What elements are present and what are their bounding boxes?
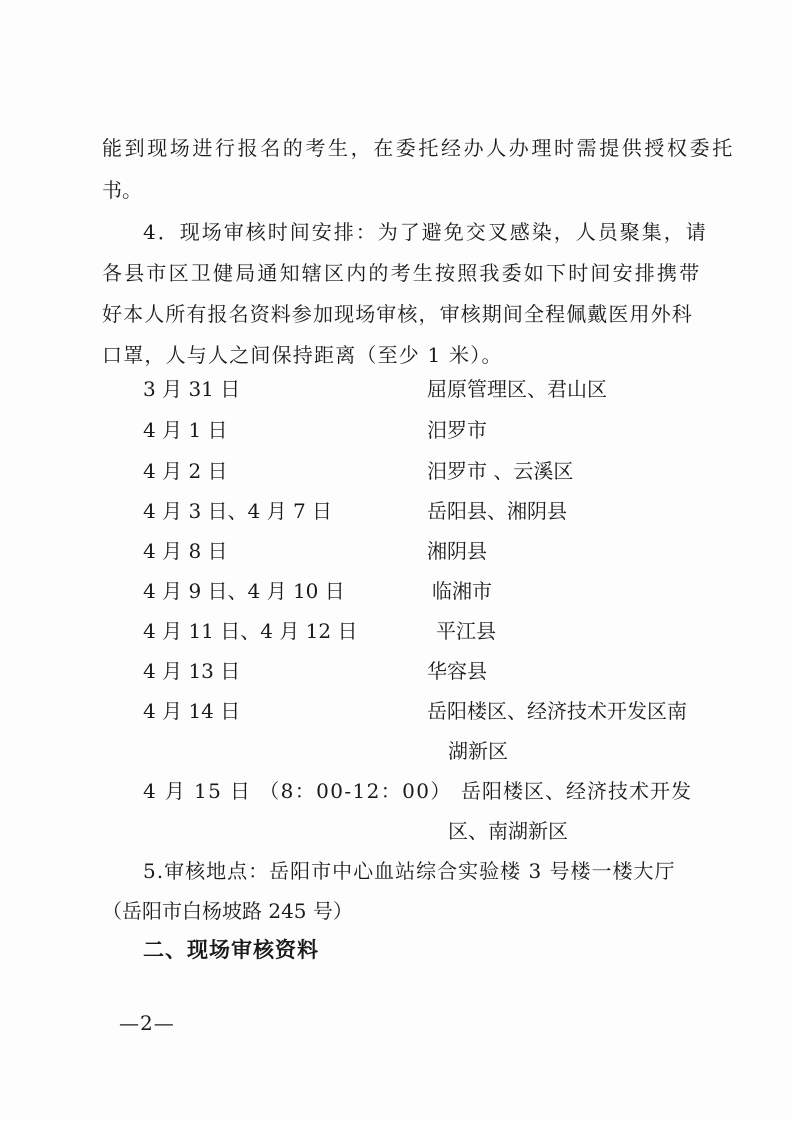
- schedule-date: 4 月 13 日: [143, 659, 241, 683]
- section-heading: 二、现场审核资料: [143, 938, 319, 962]
- schedule-area: 湘阴县: [427, 539, 487, 563]
- paragraph-line: 4．现场审核时间安排：为了避免交叉感染，人员聚集，请: [143, 220, 708, 244]
- schedule-date: 4 月 1 日: [143, 418, 228, 442]
- paragraph-line: 好本人所有报名资料参加现场审核，审核期间全程佩戴医用外科: [102, 302, 693, 326]
- schedule-date: 4 月 15 日 （8：00-12：00）: [143, 779, 452, 803]
- location-address: （岳阳市白杨坡路 245 号）: [102, 899, 353, 923]
- schedule-area: 华容县: [427, 659, 487, 683]
- page-number: —2—: [119, 1011, 175, 1035]
- schedule-area: 汨罗市 、云溪区: [427, 459, 574, 483]
- schedule-area: 岳阳楼区、经济技术开发区南: [427, 699, 687, 723]
- schedule-area: 屈原管理区、君山区: [427, 377, 607, 401]
- paragraph-line: 口罩，人与人之间保持距离（至少 1 米）。: [102, 343, 503, 367]
- schedule-date: 4 月 8 日: [143, 539, 228, 563]
- schedule-area: 平江县: [436, 619, 496, 643]
- paragraph-line: 书。: [102, 178, 142, 202]
- paragraph-line: 各县市区卫健局通知辖区内的考生按照我委如下时间安排携带: [102, 261, 702, 285]
- schedule-date: 4 月 9 日、4 月 10 日: [143, 579, 345, 603]
- schedule-date: 4 月 11 日、4 月 12 日: [143, 619, 358, 643]
- schedule-date: 4 月 3 日、4 月 7 日: [143, 499, 333, 523]
- schedule-area: 临湘市: [432, 579, 492, 603]
- schedule-area: 岳阳楼区、经济技术开发: [461, 779, 692, 803]
- schedule-area: 汨罗市: [427, 418, 487, 442]
- schedule-area-continued: 区、南湖新区: [448, 819, 568, 843]
- schedule-area-continued: 湖新区: [448, 739, 508, 763]
- schedule-area: 岳阳县、湘阴县: [427, 499, 567, 523]
- schedule-date: 4 月 2 日: [143, 459, 228, 483]
- location-line: 5.审核地点：岳阳市中心血站综合实验楼 3 号楼一楼大厅: [143, 859, 676, 883]
- schedule-date: 3 月 31 日: [143, 377, 241, 401]
- schedule-date: 4 月 14 日: [143, 699, 241, 723]
- paragraph-line: 能到现场进行报名的考生，在委托经办人办理时需提供授权委托: [102, 136, 735, 160]
